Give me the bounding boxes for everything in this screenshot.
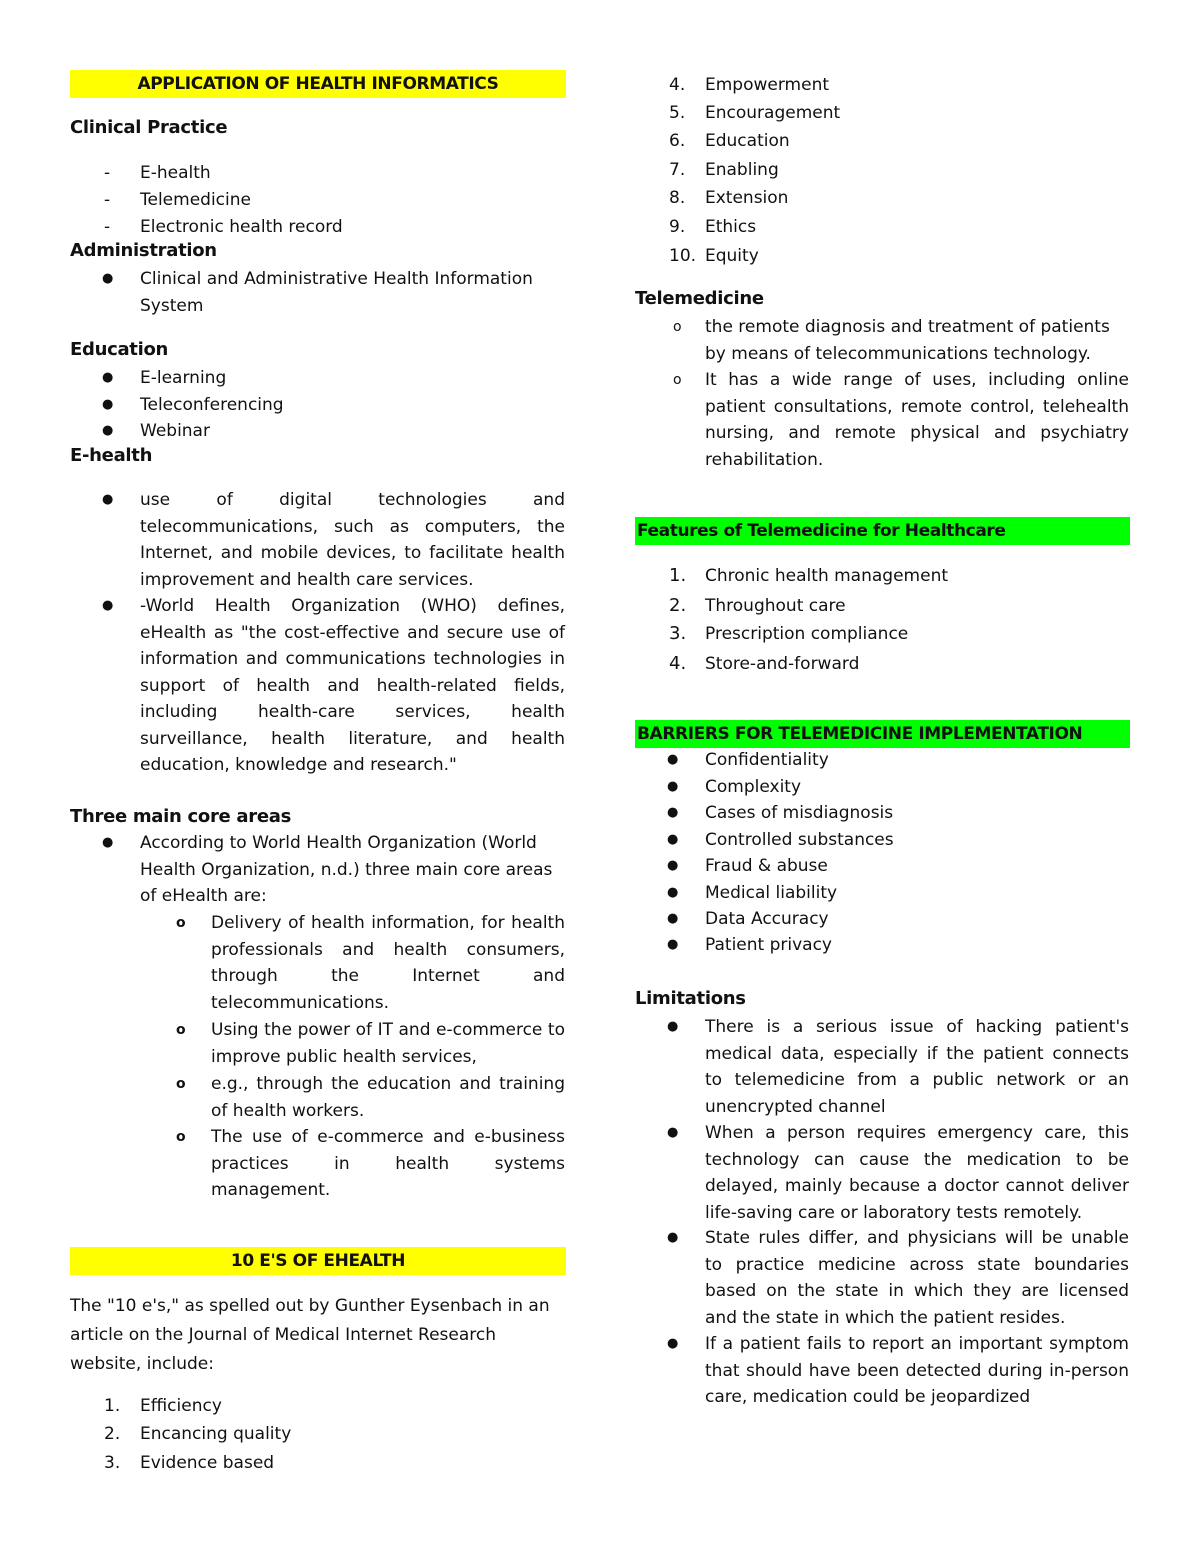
- heading-clinical-practice: Clinical Practice: [70, 117, 228, 138]
- list-item: Chronic health management: [705, 566, 949, 586]
- bullet-marker: ●: [667, 937, 679, 952]
- number-marker: 2.: [669, 595, 687, 616]
- dash-marker: -: [104, 163, 111, 183]
- heading-telemedicine: Telemedicine: [635, 288, 764, 309]
- list-item: Teleconferencing: [140, 395, 284, 415]
- heading-administration: Administration: [70, 240, 217, 261]
- section-title-barriers: BARRIERS FOR TELEMEDICINE IMPLEMENTATION: [635, 720, 1130, 748]
- number-marker: 1.: [104, 1396, 121, 1416]
- number-marker: 3.: [104, 1453, 121, 1473]
- heading-limitations: Limitations: [635, 988, 746, 1009]
- list-item: State rules differ, and physicians will be unable to practice medicine across state boundaries based on the state in which they are licensed and the state in which the patient resides.: [705, 1228, 1129, 1328]
- number-marker: 5.: [669, 103, 686, 123]
- list-item: Cases of misdiagnosis: [705, 803, 894, 823]
- sub-bullet-marker: o: [673, 319, 682, 335]
- list-item: Controlled substances: [705, 830, 894, 850]
- number-marker: 10.: [669, 246, 697, 266]
- list-item: Throughout care: [705, 596, 846, 616]
- bullet-marker: ●: [102, 397, 114, 412]
- number-marker: 6.: [669, 131, 686, 151]
- list-item: -World Health Organization (WHO) defines, eHealth as "the cost-effective and secure use of information and communications technologies in support of health and health-related fields, including health-care services, health surveillance, health literature, and health education, knowledge and research.": [140, 596, 565, 775]
- list-item: When a person requires emergency care, this technology can cause the medication to be delayed, mainly because a doctor cannot deliver life-saving care or laboratory tests remotely.: [705, 1123, 1129, 1223]
- list-item: Efficiency: [140, 1396, 222, 1416]
- bullet-marker: ●: [102, 423, 114, 438]
- bullet-marker: ●: [667, 1336, 679, 1351]
- list-item: Extension: [705, 188, 789, 208]
- number-marker: 4.: [669, 653, 687, 674]
- heading-education: Education: [70, 339, 169, 360]
- list-item: E-learning: [140, 368, 227, 388]
- bullet-marker: ●: [667, 911, 679, 926]
- list-item: Encancing quality: [140, 1424, 292, 1444]
- heading-core-areas: Three main core areas: [70, 806, 291, 827]
- list-item: Telemedicine: [140, 190, 251, 210]
- bullet-marker: ●: [667, 858, 679, 873]
- bullet-marker: ●: [102, 835, 114, 850]
- number-marker: 1.: [669, 565, 687, 586]
- bullet-marker: ●: [667, 832, 679, 847]
- list-item: According to World Health Organization (World Health Organization, n.d.) three main core areas of eHealth are:: [140, 833, 553, 906]
- list-item: Patient privacy: [705, 935, 832, 955]
- list-item: Medical liability: [705, 883, 838, 903]
- list-item: Education: [705, 131, 790, 151]
- bullet-marker: ●: [667, 805, 679, 820]
- sub-list-item: e.g., through the education and training of health workers.: [211, 1074, 565, 1121]
- bullet-marker: ●: [102, 271, 114, 286]
- bullet-marker: ●: [667, 1019, 679, 1034]
- list-item: E-health: [140, 163, 211, 183]
- list-item: Equity: [705, 246, 759, 266]
- list-item: Prescription compliance: [705, 624, 909, 644]
- list-item: the remote diagnosis and treatment of patients by means of telecommunications technology.: [705, 317, 1110, 364]
- bullet-marker: ●: [102, 492, 114, 507]
- list-item: There is a serious issue of hacking patient's medical data, especially if the patient connects to telemedicine from a public network or an unencrypted channel: [705, 1017, 1129, 1117]
- section-title-10-es: 10 E'S OF EHEALTH: [70, 1247, 566, 1275]
- list-item: Fraud & abuse: [705, 856, 828, 876]
- bullet-marker: ●: [667, 1125, 679, 1140]
- ten-es-intro: The "10 e's," as spelled out by Gunther Eysenbach in an article on the Journal of Medical Internet Research website, include:: [70, 1296, 550, 1374]
- list-item: Empowerment: [705, 75, 830, 95]
- sub-bullet-marker: o: [176, 915, 186, 931]
- bullet-marker: ●: [667, 779, 679, 794]
- number-marker: 4.: [669, 75, 686, 95]
- list-item: If a patient fails to report an important symptom that should have been detected during in-person care, medication could be jeopardized: [705, 1334, 1129, 1407]
- sub-list-item: Using the power of IT and e-commerce to improve public health services,: [211, 1020, 565, 1067]
- sub-bullet-marker: o: [176, 1022, 186, 1038]
- list-item: Complexity: [705, 777, 802, 797]
- section-title-application: APPLICATION OF HEALTH INFORMATICS: [70, 70, 566, 98]
- list-item: Clinical and Administrative Health Information System: [140, 269, 533, 316]
- list-item: Evidence based: [140, 1453, 275, 1473]
- list-item: Store-and-forward: [705, 654, 860, 674]
- number-marker: 8.: [669, 188, 686, 208]
- list-item: Encouragement: [705, 103, 841, 123]
- section-title-features: Features of Telemedicine for Healthcare: [635, 517, 1130, 545]
- list-item: It has a wide range of uses, including online patient consultations, remote control, telehealth nursing, and remote physical and psychiatry rehabilitation.: [705, 370, 1129, 470]
- bullet-marker: ●: [102, 598, 114, 613]
- number-marker: 9.: [669, 217, 686, 237]
- list-item: use of digital technologies and telecommunications, such as computers, the Internet, and mobile devices, to facilitate health improvement and health care services.: [140, 490, 565, 590]
- dash-marker: -: [104, 217, 111, 237]
- heading-ehealth: E-health: [70, 445, 153, 466]
- list-item: Webinar: [140, 421, 210, 441]
- bullet-marker: ●: [667, 1230, 679, 1245]
- sub-bullet-marker: o: [673, 372, 682, 388]
- sub-bullet-marker: o: [176, 1076, 186, 1092]
- bullet-marker: ●: [667, 885, 679, 900]
- list-item: Electronic health record: [140, 217, 343, 237]
- list-item: Enabling: [705, 160, 779, 180]
- number-marker: 2.: [104, 1424, 121, 1444]
- bullet-marker: ●: [102, 370, 114, 385]
- number-marker: 7.: [669, 160, 686, 180]
- dash-marker: -: [104, 190, 111, 210]
- list-item: Data Accuracy: [705, 909, 829, 929]
- number-marker: 3.: [669, 623, 687, 644]
- bullet-marker: ●: [667, 752, 679, 767]
- list-item: Ethics: [705, 217, 757, 237]
- list-item: Confidentiality: [705, 750, 829, 770]
- sub-bullet-marker: o: [176, 1129, 186, 1145]
- sub-list-item: The use of e-commerce and e-business practices in health systems management.: [211, 1127, 565, 1200]
- sub-list-item: Delivery of health information, for health professionals and health consumers, through the Internet and telecommunications.: [211, 913, 565, 1013]
